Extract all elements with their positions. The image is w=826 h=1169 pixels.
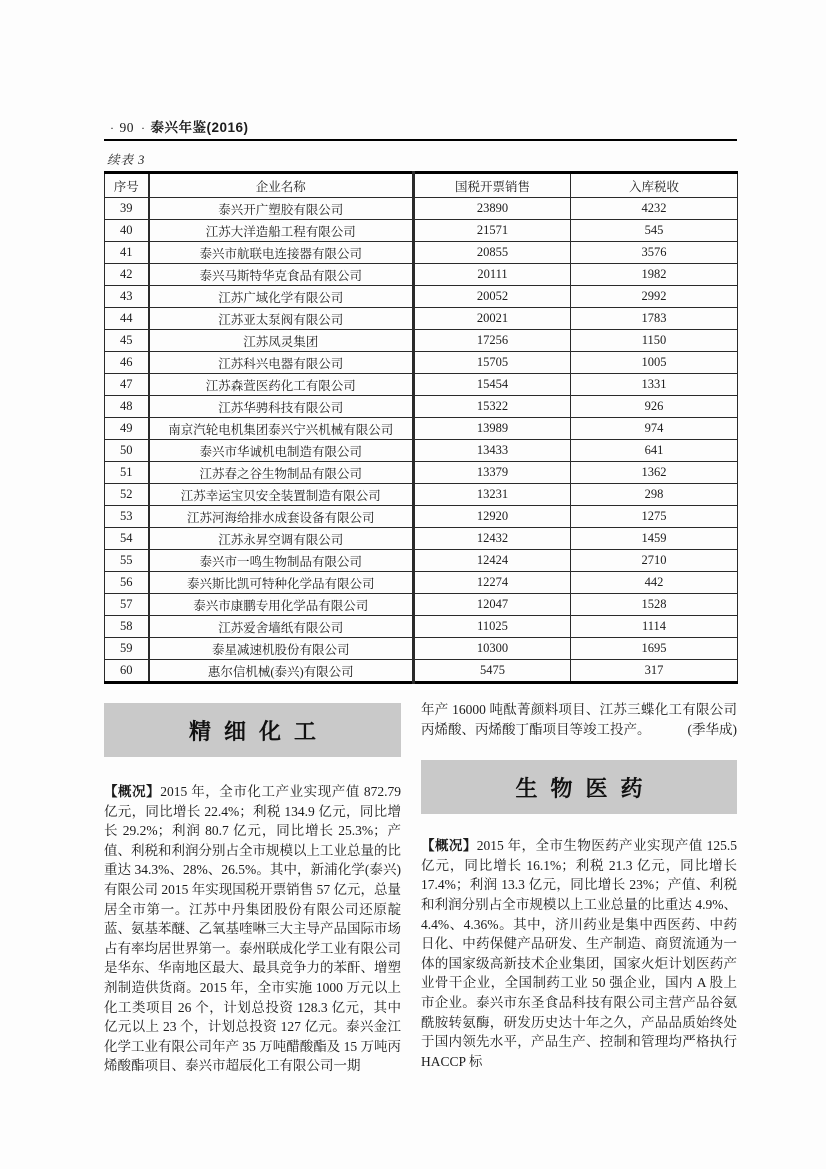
- table-row: [105, 396, 738, 418]
- section-title: 生物医药: [515, 775, 656, 801]
- header-book-title: 泰兴年鉴(2016): [150, 120, 249, 135]
- table-cell: 55: [105, 550, 149, 572]
- table-cell: 926: [571, 396, 738, 418]
- table-cell: 泰星减速机股份有限公司: [149, 638, 414, 660]
- table-cell: 12432: [414, 528, 571, 550]
- table-cell: 13989: [414, 418, 571, 440]
- table-cell: 47: [105, 374, 149, 396]
- table-cell: 23890: [414, 198, 571, 220]
- table-cell: 泰兴市华诚机电制造有限公司: [149, 440, 414, 462]
- table-cell: 42: [105, 264, 149, 286]
- section-heading-biomedicine: [421, 760, 737, 814]
- table-cell: 1275: [571, 506, 738, 528]
- table-cell: 2710: [571, 550, 738, 572]
- table-row: [105, 462, 738, 484]
- table-cell: 40: [105, 220, 149, 242]
- table-col-serial: 序号: [105, 173, 149, 198]
- header-bullet: ·: [141, 121, 146, 135]
- table-cell: 江苏亚太泵阀有限公司: [149, 308, 414, 330]
- table-cell: 江苏河海给排水成套设备有限公司: [149, 506, 414, 528]
- table-col-tax-revenue: 入库税收: [571, 173, 738, 198]
- table-cell: 13231: [414, 484, 571, 506]
- table-row: [105, 440, 738, 462]
- continuation-text: 年产 16000 吨酞菁颜料项目、江苏三蝶化工有限公司丙烯酸、丙烯酸丁酯项目等竣工投产。: [421, 702, 737, 737]
- table-row: [105, 198, 738, 220]
- table-cell: 20052: [414, 286, 571, 308]
- table-cell: 泰兴市航联电连接器有限公司: [149, 242, 414, 264]
- table-cell: 江苏凤灵集团: [149, 330, 414, 352]
- table-cell: 泰兴市康鹏专用化学品有限公司: [149, 594, 414, 616]
- table-row: [105, 374, 738, 396]
- table-cell: 1783: [571, 308, 738, 330]
- table-row: [105, 638, 738, 660]
- table-cell: 3576: [571, 242, 738, 264]
- table-col-invoiced-sales: 国税开票销售: [414, 173, 571, 198]
- table-cell: 江苏永昇空调有限公司: [149, 528, 414, 550]
- table-cell: 56: [105, 572, 149, 594]
- table-cell: 58: [105, 616, 149, 638]
- overview-text: 2015 年，全市生物医药产业实现产值 125.5 亿元，同比增长 16.1%；利税 21.3 亿元，同比增长 17.4%；利润 13.3 亿元，同比增长 23%；产值、利税和利润分别占全市规模以上工业总量的比重达 4.9%、4.4%、4.36%。其中，济川药业是集中西医药、中药日化、中药保健产品研发、生产制造、商贸流通为一体的国家级高新技术企业集团，国家火炬计划医药产业骨干企业，全国制药工业 50 强企业，国内 A 股上市企业。泰兴市东圣食品科技有限公司主营产品谷氨酰胺转氨酶，研发历史达十年之久，产品品质始终处于国内领先水平，产品生产、控制和管理均严格执行 HACCP 标: [421, 838, 738, 1069]
- table-row: [105, 506, 738, 528]
- table-cell: 1150: [571, 330, 738, 352]
- table-cell: 江苏华骋科技有限公司: [149, 396, 414, 418]
- table-cell: 45: [105, 330, 149, 352]
- table-cell: 13379: [414, 462, 571, 484]
- table-cell: 545: [571, 220, 738, 242]
- table-row: [105, 264, 738, 286]
- fine-chemicals-overview-paragraph: [104, 782, 401, 1076]
- table-cell: 泰兴马斯特华克食品有限公司: [149, 264, 414, 286]
- table-cell: 44: [105, 308, 149, 330]
- table-cell: 298: [571, 484, 738, 506]
- table-cell: 江苏科兴电器有限公司: [149, 352, 414, 374]
- table-row: [105, 660, 738, 683]
- table-cell: 12274: [414, 572, 571, 594]
- table-cell: 1982: [571, 264, 738, 286]
- revenue-table: [104, 171, 738, 684]
- table-cell: 12920: [414, 506, 571, 528]
- table-cell: 江苏广域化学有限公司: [149, 286, 414, 308]
- table-cell: 20021: [414, 308, 571, 330]
- table-cell: 52: [105, 484, 149, 506]
- table-caption: 续表 3: [107, 153, 146, 167]
- running-header: [105, 116, 249, 136]
- table-row: [105, 242, 738, 264]
- table-cell: 江苏爱舍墙纸有限公司: [149, 616, 414, 638]
- header-page-number: 90: [119, 120, 134, 135]
- table-cell: 1695: [571, 638, 738, 660]
- table-cell: 20855: [414, 242, 571, 264]
- header-bullet: ·: [110, 121, 115, 135]
- table-row: [105, 308, 738, 330]
- table-cell: 15454: [414, 374, 571, 396]
- section-heading-fine-chemicals: [104, 703, 401, 757]
- table-cell: 442: [571, 572, 738, 594]
- table-cell: 江苏大洋造船工程有限公司: [149, 220, 414, 242]
- table-row: [105, 550, 738, 572]
- overview-text: 2015 年，全市化工产业实现产值 872.79 亿元，同比增长 22.4%；利税 134.9 亿元，同比增长 29.2%；利润 80.7 亿元，同比增长 25.3%；产值、利税和利润分别占全市规模以上工业总量的比重达 34.3%、28%、26.5%。其中，新浦化学(泰兴)有限公司 2015 年实现国税开票销售 57 亿元，总量居全市第一。江苏中丹集团股份有限公司还原靛蓝、氨基苯醚、乙氧基喹啉三大主导产品国际市场占有率均居世界第一。泰州联成化学工业有限公司是华东、华南地区最大、最具竞争力的苯酐、增塑剂制造供货商。2015 年，全市实施 1000 万元以上化工类项目 26 个，计划总投资 128.3 亿元，其中亿元以上 23 个，计划总投资 127 亿元。泰兴金江化学工业有限公司年产 35 万吨醋酸酯及 15 万吨丙烯酸酯项目、泰兴市超辰化工有限公司一期: [104, 784, 401, 1074]
- table-cell: 江苏春之谷生物制品有限公司: [149, 462, 414, 484]
- table-cell: 泰兴斯比凯可特种化学品有限公司: [149, 572, 414, 594]
- table-body: [105, 198, 738, 683]
- table-cell: 46: [105, 352, 149, 374]
- table-cell: 泰兴市一鸣生物制品有限公司: [149, 550, 414, 572]
- table-cell: 1114: [571, 616, 738, 638]
- table-row: [105, 528, 738, 550]
- table-cell: 1528: [571, 594, 738, 616]
- table-row: [105, 616, 738, 638]
- right-column: [421, 700, 737, 1071]
- overview-label: 【概况】: [421, 838, 477, 854]
- table-cell: 泰兴开广塑胶有限公司: [149, 198, 414, 220]
- table-cell: 48: [105, 396, 149, 418]
- table-cell: 南京汽轮电机集团泰兴宁兴机械有限公司: [149, 418, 414, 440]
- table-cell: 1362: [571, 462, 738, 484]
- table-cell: 53: [105, 506, 149, 528]
- table-row: [105, 594, 738, 616]
- table-cell: 39: [105, 198, 149, 220]
- table-row: [105, 286, 738, 308]
- author-signature: (季华成): [687, 721, 737, 737]
- table-cell: 641: [571, 440, 738, 462]
- table-cell: 317: [571, 660, 738, 683]
- table-cell: 11025: [414, 616, 571, 638]
- overview-label: 【概况】: [104, 784, 161, 799]
- fine-chemicals-continuation-paragraph: [421, 700, 737, 739]
- table-cell: 10300: [414, 638, 571, 660]
- table-row: [105, 220, 738, 242]
- table-cell: 57: [105, 594, 149, 616]
- table-cell: 4232: [571, 198, 738, 220]
- table-cell: 江苏幸运宝贝安全装置制造有限公司: [149, 484, 414, 506]
- table-header-row: [105, 173, 738, 198]
- table-col-company: 企业名称: [149, 173, 414, 198]
- table-cell: 15322: [414, 396, 571, 418]
- table-cell: 5475: [414, 660, 571, 683]
- biomedicine-overview-paragraph: [421, 836, 737, 1071]
- table-cell: 21571: [414, 220, 571, 242]
- table-row: [105, 352, 738, 374]
- table-cell: 13433: [414, 440, 571, 462]
- table-cell: 41: [105, 242, 149, 264]
- table-row: [105, 330, 738, 352]
- table-cell: 1005: [571, 352, 738, 374]
- table-cell: 54: [105, 528, 149, 550]
- table-cell: 43: [105, 286, 149, 308]
- left-column: [104, 703, 401, 1076]
- table-cell: 1331: [571, 374, 738, 396]
- table-row: [105, 484, 738, 506]
- table-cell: 17256: [414, 330, 571, 352]
- section-title: 精细化工: [188, 718, 329, 744]
- table-cell: 惠尔信机械(泰兴)有限公司: [149, 660, 414, 683]
- table-row: [105, 418, 738, 440]
- table-cell: 12424: [414, 550, 571, 572]
- table-cell: 51: [105, 462, 149, 484]
- table-cell: 15705: [414, 352, 571, 374]
- table-cell: 974: [571, 418, 738, 440]
- table-cell: 20111: [414, 264, 571, 286]
- table-cell: 59: [105, 638, 149, 660]
- table-cell: 50: [105, 440, 149, 462]
- table-row: [105, 572, 738, 594]
- table-cell: 2992: [571, 286, 738, 308]
- table-cell: 12047: [414, 594, 571, 616]
- table-cell: 江苏森萱医药化工有限公司: [149, 374, 414, 396]
- header-rule: [104, 139, 737, 141]
- table-cell: 1459: [571, 528, 738, 550]
- table-cell: 60: [105, 660, 149, 683]
- table-cell: 49: [105, 418, 149, 440]
